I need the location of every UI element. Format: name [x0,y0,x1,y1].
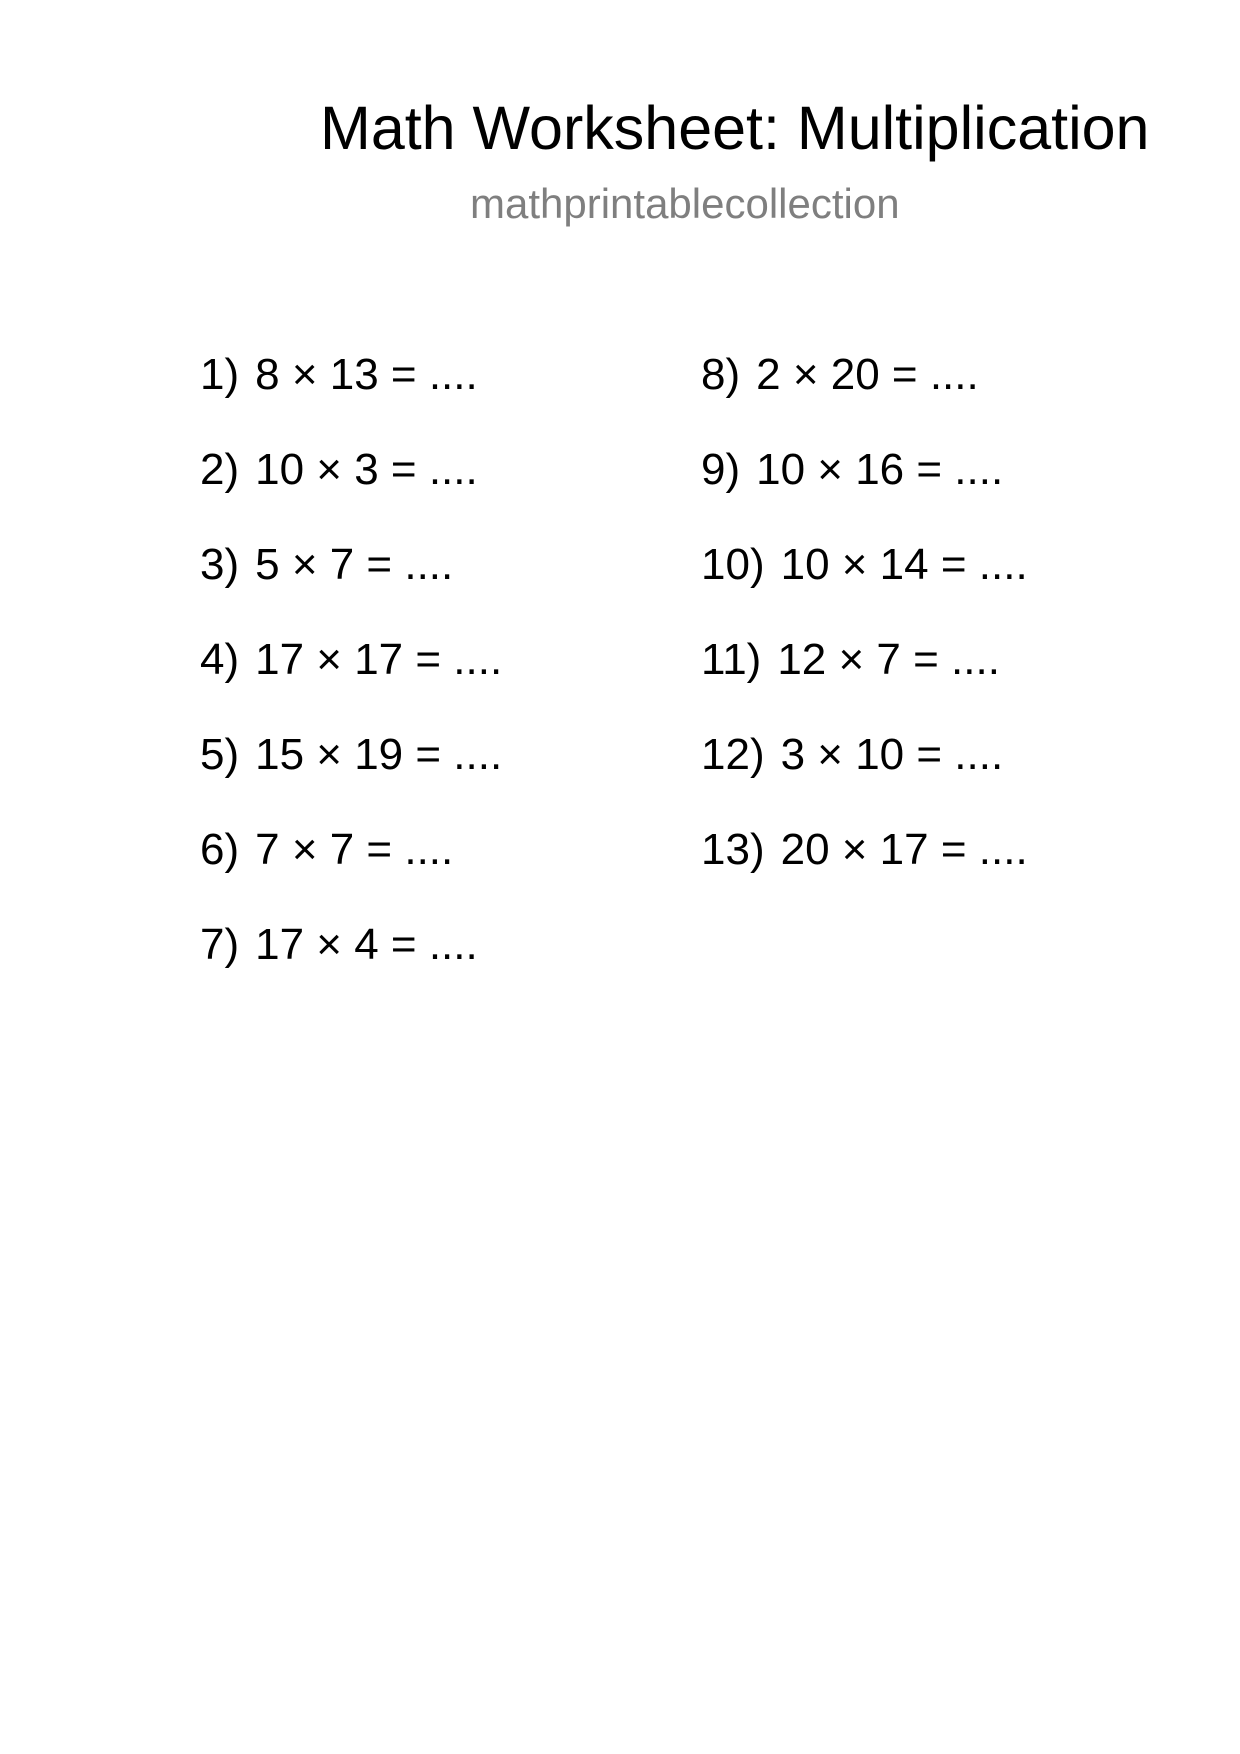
problem-number: 4) [200,635,240,684]
problem-expression: 3 × 10 = .... [780,730,1004,779]
problem-expression: 20 × 17 = .... [780,825,1028,874]
problem-item [200,540,680,635]
problem-item [701,540,1181,635]
problem-expression: 8 × 13 = .... [255,350,478,399]
problem-expression: 17 × 17 = .... [255,635,503,684]
problem-item [701,635,1181,730]
problem-number: 2) [200,445,240,494]
page-title: Math Worksheet: Multiplication [320,94,1150,162]
problem-item [200,825,680,920]
problem-expression: 10 × 14 = .... [780,540,1028,589]
problem-item [200,350,680,445]
problem-column-left [200,350,680,1015]
problem-number: 1) [200,350,240,399]
problem-number: 8) [701,350,741,399]
problem-expression: 2 × 20 = .... [756,350,979,399]
problem-expression: 10 × 16 = .... [756,445,1004,494]
problem-number: 7) [200,920,240,969]
problem-item [200,920,680,1015]
problem-item [701,350,1181,445]
problem-expression: 12 × 7 = .... [777,635,1000,684]
problem-column-right [701,350,1181,920]
problem-expression: 17 × 4 = .... [255,920,478,969]
problem-number: 11) [701,635,762,684]
problem-expression: 7 × 7 = .... [255,825,454,874]
problem-item [701,730,1181,825]
problem-number: 9) [701,445,741,494]
problem-expression: 10 × 3 = .... [255,445,478,494]
problem-number: 13) [701,825,765,874]
problem-number: 5) [200,730,240,779]
problem-item [200,635,680,730]
problem-expression: 15 × 19 = .... [255,730,503,779]
problem-item [200,445,680,540]
problem-item [701,445,1181,540]
problem-item [701,825,1181,920]
problem-number: 12) [701,730,765,779]
problem-number: 6) [200,825,240,874]
problem-expression: 5 × 7 = .... [255,540,454,589]
page-subtitle: mathprintablecollection [470,180,900,227]
problem-item [200,730,680,825]
problem-number: 3) [200,540,240,589]
problem-number: 10) [701,540,765,589]
